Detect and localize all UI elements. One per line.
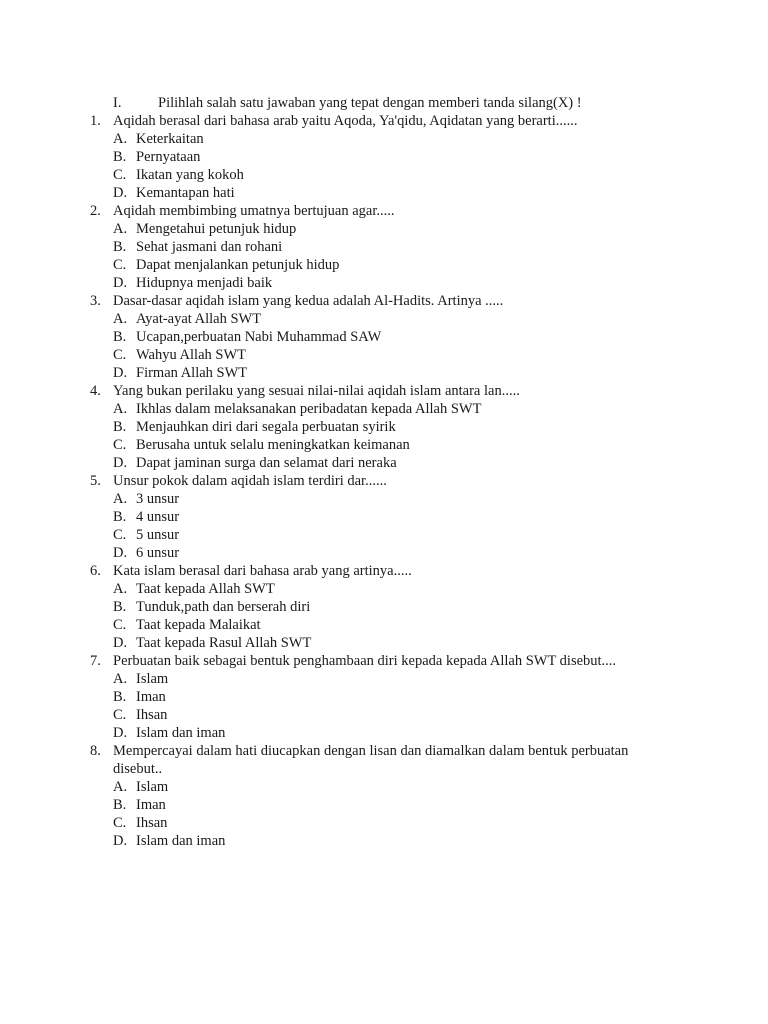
question-text: Perbuatan baik sebagai bentuk penghambaan diri kepada kepada Allah SWT disebut.... (113, 653, 617, 669)
option-text: Berusaha untuk selalu meningkatkan keimanan (136, 437, 410, 453)
option-text: Dapat menjalankan petunjuk hidup (136, 257, 340, 273)
answer-option (0, 148, 768, 166)
question-line (0, 112, 768, 130)
option-letter: D. (113, 185, 128, 201)
option-letter: A. (113, 671, 128, 687)
question-number: 4. (90, 383, 101, 399)
question-line (0, 382, 768, 400)
option-text: Islam dan iman (136, 833, 226, 849)
option-letter: A. (113, 221, 128, 237)
option-text: Hidupnya menjadi baik (136, 275, 273, 291)
answer-option (0, 796, 768, 814)
option-letter: A. (113, 491, 128, 507)
answer-option (0, 166, 768, 184)
option-text: Ayat-ayat Allah SWT (136, 311, 262, 327)
option-text: Islam (136, 671, 169, 687)
option-text: Mengetahui petunjuk hidup (136, 221, 297, 237)
question-number: 7. (90, 653, 101, 669)
option-text: 5 unsur (136, 527, 180, 543)
question-text: Aqidah membimbing umatnya bertujuan agar..... (113, 203, 395, 219)
option-text: Islam dan iman (136, 725, 226, 741)
answer-option (0, 706, 768, 724)
option-letter: A. (113, 131, 128, 147)
option-letter: C. (113, 347, 127, 363)
option-letter: C. (113, 527, 127, 543)
question-number: 6. (90, 563, 101, 579)
answer-option (0, 400, 768, 418)
question-text: Mempercayai dalam hati diucapkan dengan lisan dan diamalkan dalam bentuk perbuatan (113, 743, 629, 759)
answer-option (0, 634, 768, 652)
answer-option (0, 724, 768, 742)
option-letter: A. (113, 401, 128, 417)
instruction-line (0, 94, 768, 112)
option-letter: A. (113, 779, 128, 795)
option-text: Ihsan (136, 707, 168, 723)
option-text: Firman Allah SWT (136, 365, 248, 381)
worksheet-document (0, 94, 768, 850)
option-letter: D. (113, 455, 128, 471)
instruction-text: Pilihlah salah satu jawaban yang tepat dengan memberi tanda silang(X) ! (158, 95, 582, 111)
answer-option (0, 508, 768, 526)
option-text: Ikhlas dalam melaksanakan peribadatan kepada Allah SWT (136, 401, 482, 417)
option-text: Taat kepada Malaikat (136, 617, 261, 633)
option-letter: C. (113, 815, 127, 831)
answer-option (0, 616, 768, 634)
option-text: Ikatan yang kokoh (136, 167, 244, 183)
option-letter: B. (113, 599, 127, 615)
question-item (0, 112, 768, 202)
option-text: 3 unsur (136, 491, 180, 507)
question-number: 8. (90, 743, 101, 759)
answer-option (0, 598, 768, 616)
option-letter: B. (113, 239, 127, 255)
answer-option (0, 436, 768, 454)
answer-option (0, 256, 768, 274)
option-letter: B. (113, 149, 127, 165)
question-item (0, 292, 768, 382)
option-text: Ucapan,perbuatan Nabi Muhammad SAW (136, 329, 382, 345)
question-item (0, 562, 768, 652)
answer-option (0, 184, 768, 202)
answer-option (0, 238, 768, 256)
option-text: 4 unsur (136, 509, 180, 525)
answer-option (0, 418, 768, 436)
option-text: Dapat jaminan surga dan selamat dari neraka (136, 455, 397, 471)
question-line (0, 742, 768, 760)
option-text: Sehat jasmani dan rohani (136, 239, 283, 255)
question-text: Kata islam berasal dari bahasa arab yang artinya..... (113, 563, 412, 579)
answer-option (0, 670, 768, 688)
question-list (0, 112, 768, 850)
option-letter: C. (113, 437, 127, 453)
answer-option (0, 490, 768, 508)
option-text: Taat kepada Rasul Allah SWT (136, 635, 312, 651)
instruction-number: I. (113, 95, 122, 111)
option-letter: A. (113, 581, 128, 597)
option-text: Ihsan (136, 815, 168, 831)
answer-option (0, 544, 768, 562)
option-letter: A. (113, 311, 128, 327)
question-number: 3. (90, 293, 101, 309)
option-letter: B. (113, 329, 127, 345)
question-item (0, 742, 768, 850)
option-letter: D. (113, 725, 128, 741)
answer-option (0, 364, 768, 382)
question-text: Unsur pokok dalam aqidah islam terdiri dar...... (113, 473, 387, 489)
option-text: Kemantapan hati (136, 185, 235, 201)
option-text: Tunduk,path dan berserah diri (136, 599, 311, 615)
option-letter: D. (113, 635, 128, 651)
option-letter: C. (113, 167, 127, 183)
answer-option (0, 580, 768, 598)
answer-option (0, 778, 768, 796)
answer-option (0, 220, 768, 238)
question-number: 1. (90, 113, 101, 129)
answer-option (0, 454, 768, 472)
answer-option (0, 328, 768, 346)
answer-option (0, 346, 768, 364)
question-number: 2. (90, 203, 101, 219)
option-letter: B. (113, 509, 127, 525)
option-letter: D. (113, 275, 128, 291)
answer-option (0, 274, 768, 292)
option-text: Taat kepada Allah SWT (136, 581, 275, 597)
option-letter: C. (113, 257, 127, 273)
option-letter: D. (113, 545, 128, 561)
question-line (0, 202, 768, 220)
answer-option (0, 310, 768, 328)
question-text: Dasar-dasar aqidah islam yang kedua adalah Al-Hadits. Artinya ..... (113, 293, 504, 309)
question-line (0, 562, 768, 580)
option-text: Iman (136, 689, 166, 705)
question-line (0, 652, 768, 670)
question-item (0, 202, 768, 292)
option-text: Pernyataan (136, 149, 201, 165)
option-text: Menjauhkan diri dari segala perbuatan syirik (136, 419, 396, 435)
question-item (0, 472, 768, 562)
answer-option (0, 688, 768, 706)
option-text: Wahyu Allah SWT (136, 347, 246, 363)
question-text: Yang bukan perilaku yang sesuai nilai-nilai aqidah islam antara lan..... (113, 383, 520, 399)
option-text: Islam (136, 779, 169, 795)
option-letter: D. (113, 833, 128, 849)
answer-option (0, 832, 768, 850)
question-line-continuation (0, 760, 768, 778)
option-text: 6 unsur (136, 545, 180, 561)
option-letter: B. (113, 419, 127, 435)
option-letter: C. (113, 617, 127, 633)
question-text: Aqidah berasal dari bahasa arab yaitu Aqoda, Ya'qidu, Aqidatan yang berarti...... (113, 113, 578, 129)
question-text: disebut.. (113, 761, 163, 777)
option-letter: D. (113, 365, 128, 381)
option-letter: B. (113, 797, 127, 813)
question-line (0, 292, 768, 310)
option-letter: B. (113, 689, 127, 705)
option-text: Iman (136, 797, 166, 813)
question-item (0, 382, 768, 472)
answer-option (0, 526, 768, 544)
answer-option (0, 814, 768, 832)
option-letter: C. (113, 707, 127, 723)
question-line (0, 472, 768, 490)
answer-option (0, 130, 768, 148)
option-text: Keterkaitan (136, 131, 204, 147)
question-number: 5. (90, 473, 101, 489)
question-item (0, 652, 768, 742)
